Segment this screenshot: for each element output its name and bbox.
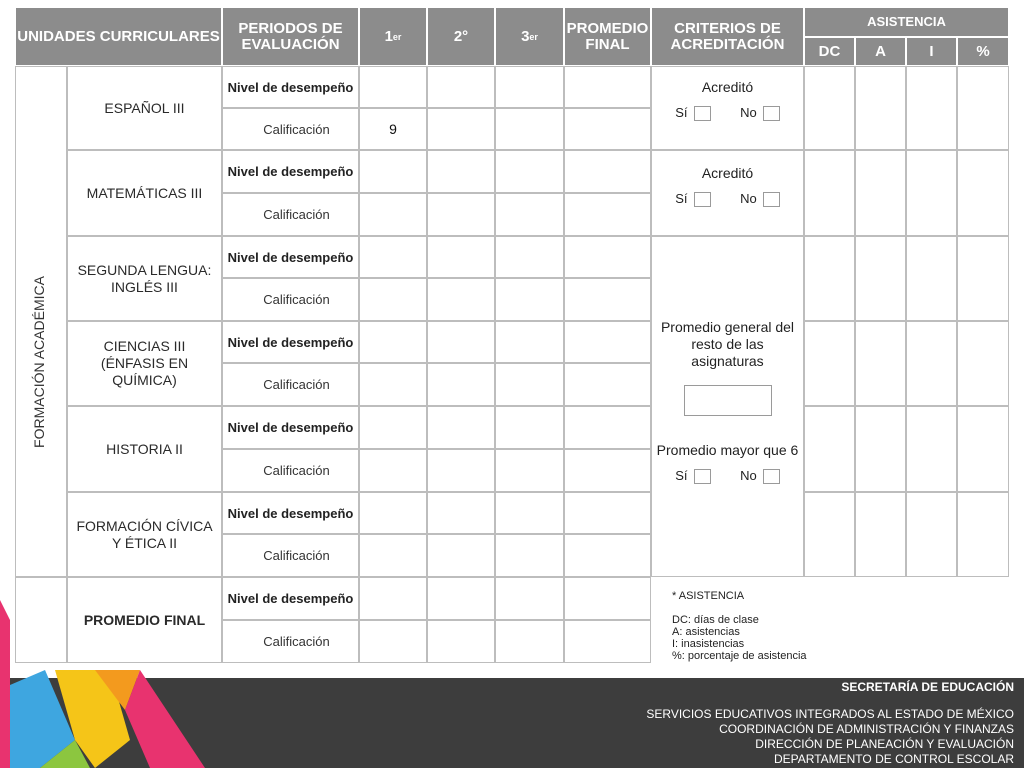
- header-period-3: [495, 7, 564, 66]
- promedio-general-field[interactable]: [684, 385, 772, 416]
- i-cell[interactable]: [906, 321, 957, 406]
- acredito-options-2: [652, 191, 803, 207]
- criteria-espanol: [651, 66, 804, 150]
- calificacion-cell[interactable]: [359, 278, 427, 321]
- criteria-matematicas: [651, 150, 804, 236]
- acredito-label-2: Acreditó: [701, 165, 754, 181]
- nivel-cell[interactable]: [359, 406, 427, 449]
- nivel-label: Nivel de desempeño: [222, 150, 359, 193]
- calificacion-cell[interactable]: 9: [359, 108, 427, 150]
- pf-nivel-cell[interactable]: [427, 577, 495, 620]
- nivel-cell[interactable]: [495, 406, 564, 449]
- no-checkbox-1[interactable]: [763, 106, 780, 121]
- calificacion-label: Calificación: [222, 363, 359, 406]
- nivel-cell[interactable]: [564, 321, 651, 363]
- header-period-2: 2°: [427, 7, 495, 66]
- legend-i: I: inasistencias: [672, 638, 745, 650]
- logo-pink-right: [125, 670, 205, 768]
- no-label-2: No: [740, 191, 757, 206]
- nivel-cell[interactable]: [359, 150, 427, 193]
- calificacion-cell[interactable]: [427, 193, 495, 236]
- nivel-label: Nivel de desempeño: [222, 236, 359, 278]
- i-cell[interactable]: [906, 150, 957, 236]
- pct-cell[interactable]: [957, 321, 1009, 406]
- si-label-3: Sí: [675, 468, 688, 483]
- nivel-cell[interactable]: [564, 406, 651, 449]
- legend-pct: %: porcentaje de asistencia: [672, 650, 807, 662]
- calificacion-cell[interactable]: [359, 534, 427, 577]
- si-checkbox-3[interactable]: [694, 469, 711, 484]
- promedio-mayor-options: [652, 468, 803, 484]
- si-checkbox-2[interactable]: [694, 192, 711, 207]
- nivel-label: Nivel de desempeño: [222, 321, 359, 363]
- pct-cell[interactable]: [957, 66, 1009, 150]
- period-3-label: 3: [521, 27, 530, 45]
- criteria-rest: [651, 236, 804, 577]
- a-cell[interactable]: [855, 66, 906, 150]
- pf-calificacion-cell[interactable]: [427, 620, 495, 663]
- pct-cell[interactable]: [957, 150, 1009, 236]
- calificacion-cell[interactable]: [495, 193, 564, 236]
- calificacion-cell[interactable]: [495, 278, 564, 321]
- header-a: A: [855, 37, 906, 66]
- i-cell[interactable]: [906, 66, 957, 150]
- calificacion-label: Calificación: [222, 449, 359, 492]
- nivel-label: Nivel de desempeño: [222, 66, 359, 108]
- subject-name: SEGUNDA LENGUA: INGLÉS III: [67, 236, 222, 321]
- calificacion-cell[interactable]: [495, 534, 564, 577]
- nivel-cell[interactable]: [495, 492, 564, 534]
- calificacion-cell[interactable]: [427, 363, 495, 406]
- attendance-legend: [672, 590, 822, 662]
- nivel-cell[interactable]: [427, 150, 495, 193]
- calificacion-cell[interactable]: [427, 278, 495, 321]
- header-pct: %: [957, 37, 1009, 66]
- i-cell[interactable]: [906, 236, 957, 321]
- calificacion-cell[interactable]: [564, 278, 651, 321]
- a-cell[interactable]: [855, 406, 906, 492]
- nivel-cell[interactable]: [359, 236, 427, 278]
- promedio-mayor-label: Promedio mayor que 6: [656, 442, 799, 458]
- calificacion-label: Calificación: [222, 108, 359, 150]
- footer-line-2: SERVICIOS EDUCATIVOS INTEGRADOS AL ESTADO DE MÉXICO: [646, 707, 1014, 721]
- nivel-cell[interactable]: [564, 150, 651, 193]
- no-label-3: No: [740, 468, 757, 483]
- period-3-sup: er: [529, 31, 538, 42]
- calificacion-cell[interactable]: [564, 363, 651, 406]
- dc-cell[interactable]: [804, 321, 855, 406]
- pf-calificacion-cell[interactable]: [359, 620, 427, 663]
- calificacion-cell[interactable]: [495, 108, 564, 150]
- promedio-general-label: Promedio general del resto de las asignaturas: [660, 319, 795, 369]
- footer-title: SECRETARÍA DE EDUCACIÓN: [841, 680, 1014, 694]
- no-checkbox-3[interactable]: [763, 469, 780, 484]
- legend-dc: DC: días de clase: [672, 614, 759, 626]
- acredito-options-1: [652, 105, 803, 121]
- nivel-cell[interactable]: [564, 492, 651, 534]
- si-label-2: Sí: [675, 191, 688, 206]
- calificacion-cell[interactable]: [564, 534, 651, 577]
- calificacion-cell[interactable]: [359, 193, 427, 236]
- subject-name: ESPAÑOL III: [67, 66, 222, 150]
- calificacion-label: Calificación: [222, 278, 359, 321]
- si-label-1: Sí: [675, 105, 688, 120]
- footer-line-4: DIRECCIÓN DE PLANEACIÓN Y EVALUACIÓN: [755, 737, 1014, 751]
- calificacion-cell[interactable]: [427, 108, 495, 150]
- pct-cell[interactable]: [957, 492, 1009, 577]
- header-dc: DC: [804, 37, 855, 66]
- dc-cell[interactable]: [804, 236, 855, 321]
- nivel-cell[interactable]: [359, 66, 427, 108]
- dc-cell[interactable]: [804, 66, 855, 150]
- pf-calificacion-cell[interactable]: [564, 620, 651, 663]
- a-cell[interactable]: [855, 321, 906, 406]
- nivel-cell[interactable]: [495, 321, 564, 363]
- nivel-cell[interactable]: [427, 492, 495, 534]
- header-unidades: UNIDADES CURRICULARES: [15, 7, 222, 66]
- header-asistencia: ASISTENCIA: [804, 7, 1009, 37]
- i-cell[interactable]: [906, 492, 957, 577]
- a-cell[interactable]: [855, 150, 906, 236]
- subject-name: FORMACIÓN CÍVICA Y ÉTICA II: [67, 492, 222, 577]
- no-label-1: No: [740, 105, 757, 120]
- nivel-cell[interactable]: [427, 321, 495, 363]
- pf-calif-label: Calificación: [222, 620, 359, 663]
- nivel-cell[interactable]: [359, 321, 427, 363]
- header-criterios: CRITERIOS DE ACREDITACIÓN: [651, 7, 804, 66]
- calificacion-label: Calificación: [222, 534, 359, 577]
- calificacion-cell[interactable]: [564, 108, 651, 150]
- calificacion-label: Calificación: [222, 193, 359, 236]
- subject-name: CIENCIAS III (ÉNFASIS EN QUÍMICA): [67, 321, 222, 406]
- subject-name: MATEMÁTICAS III: [67, 150, 222, 236]
- nivel-cell[interactable]: [495, 150, 564, 193]
- nivel-label: Nivel de desempeño: [222, 406, 359, 449]
- header-periodos: PERIODOS DE EVALUACIÓN: [222, 7, 359, 66]
- i-cell[interactable]: [906, 406, 957, 492]
- a-cell[interactable]: [855, 236, 906, 321]
- nivel-cell[interactable]: [427, 66, 495, 108]
- promedio-final-label: PROMEDIO FINAL: [67, 577, 222, 663]
- logo-graphic: [0, 600, 210, 768]
- calificacion-cell[interactable]: [359, 363, 427, 406]
- nivel-cell[interactable]: [495, 236, 564, 278]
- nivel-cell[interactable]: [359, 492, 427, 534]
- si-checkbox-1[interactable]: [694, 106, 711, 121]
- a-cell[interactable]: [855, 492, 906, 577]
- header-i: I: [906, 37, 957, 66]
- calificacion-cell[interactable]: [359, 449, 427, 492]
- no-checkbox-2[interactable]: [763, 192, 780, 207]
- header-period-1: [359, 7, 427, 66]
- acredito-label-1: Acreditó: [701, 79, 754, 95]
- footer-line-5: DEPARTAMENTO DE CONTROL ESCOLAR: [773, 752, 1014, 766]
- pf-calificacion-cell[interactable]: [495, 620, 564, 663]
- footer-line-3: COORDINACIÓN DE ADMINISTRACIÓN Y FINANZAS: [719, 722, 1014, 736]
- pf-nivel-cell[interactable]: [495, 577, 564, 620]
- pct-cell[interactable]: [957, 236, 1009, 321]
- legend-title: * ASISTENCIA: [672, 590, 745, 602]
- pf-nivel-cell[interactable]: [359, 577, 427, 620]
- calificacion-cell[interactable]: [427, 534, 495, 577]
- dc-cell[interactable]: [804, 492, 855, 577]
- calificacion-cell[interactable]: [495, 363, 564, 406]
- nivel-cell[interactable]: [564, 66, 651, 108]
- subject-name: HISTORIA II: [67, 406, 222, 492]
- nivel-label: Nivel de desempeño: [222, 492, 359, 534]
- logo-pink-left: [0, 600, 10, 768]
- calificacion-cell[interactable]: [564, 449, 651, 492]
- calificacion-cell[interactable]: [427, 449, 495, 492]
- nivel-cell[interactable]: [495, 66, 564, 108]
- calificacion-cell[interactable]: [495, 449, 564, 492]
- period-1-label: 1: [384, 27, 393, 45]
- side-label: FORMACIÓN ACADÉMICA: [31, 276, 47, 448]
- nivel-cell[interactable]: [427, 236, 495, 278]
- dc-cell[interactable]: [804, 406, 855, 492]
- calificacion-cell[interactable]: [564, 193, 651, 236]
- dc-cell[interactable]: [804, 150, 855, 236]
- header-promedio: PROMEDIO FINAL: [564, 7, 651, 66]
- nivel-cell[interactable]: [427, 406, 495, 449]
- nivel-cell[interactable]: [564, 236, 651, 278]
- pf-nivel-cell[interactable]: [564, 577, 651, 620]
- legend-a: A: asistencias: [672, 626, 740, 638]
- pct-cell[interactable]: [957, 406, 1009, 492]
- pf-nivel-label: Nivel de desempeño: [222, 577, 359, 620]
- period-1-sup: er: [392, 31, 402, 42]
